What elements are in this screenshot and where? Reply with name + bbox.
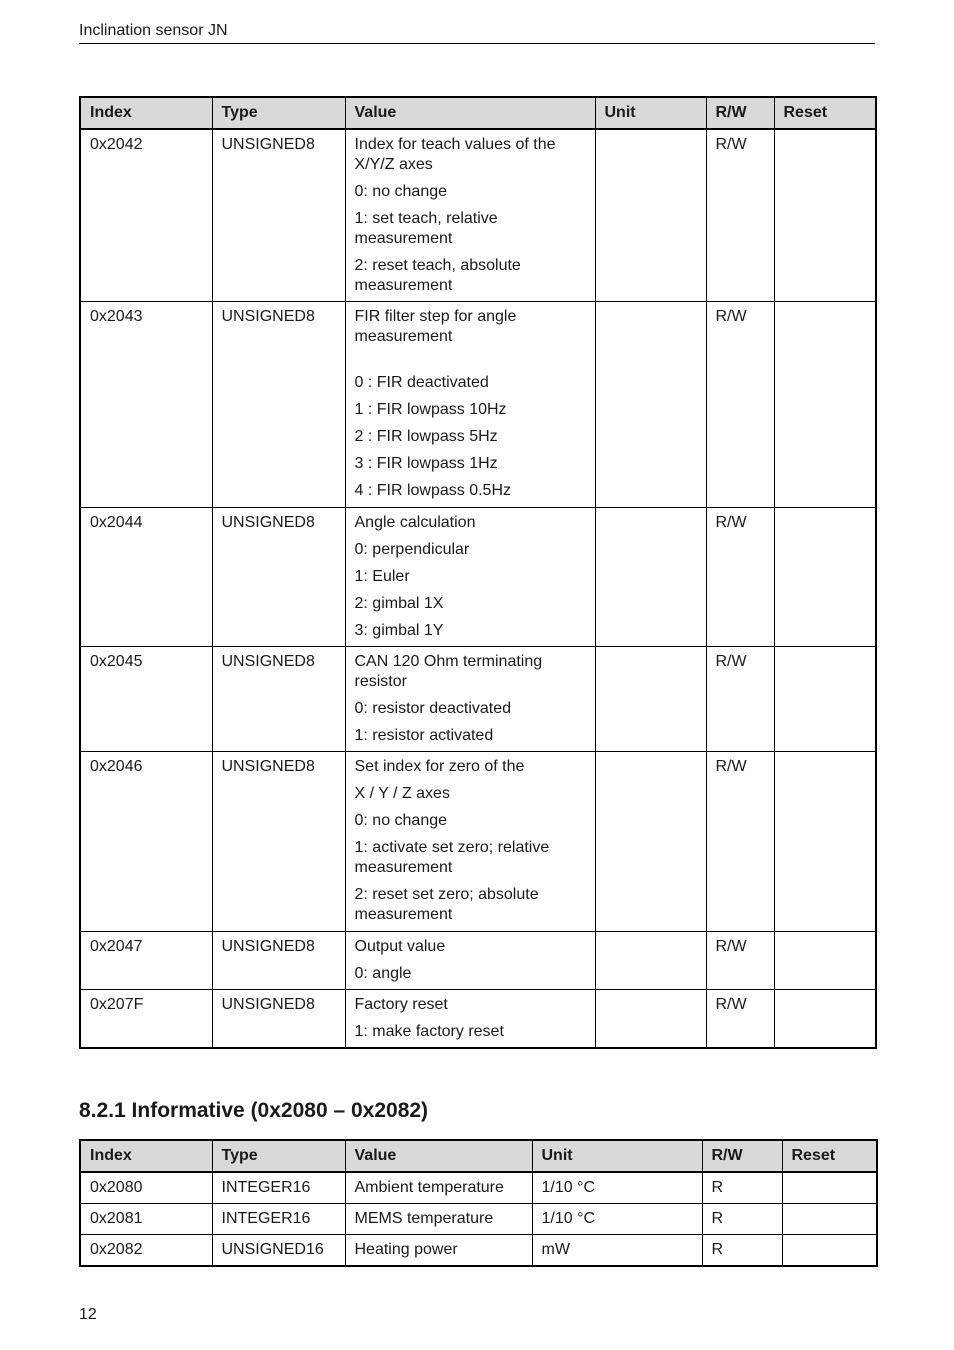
value-line: 2 : FIR lowpass 5Hz xyxy=(354,428,498,445)
cell-reset xyxy=(774,508,876,647)
value-line: 0: perpendicular xyxy=(354,541,470,558)
cell-unit xyxy=(595,932,706,990)
value-line: Set index for zero of the xyxy=(354,758,525,775)
value-line: 0 : FIR deactivated xyxy=(354,374,489,391)
value-line: 3 : FIR lowpass 1Hz xyxy=(354,455,498,472)
cell-type: UNSIGNED8 xyxy=(212,129,345,302)
cell-type: UNSIGNED8 xyxy=(212,647,345,752)
table-header-row xyxy=(80,1140,877,1172)
cell-unit: mW xyxy=(532,1235,702,1267)
column-header-index: Index xyxy=(80,97,212,129)
cell-type: UNSIGNED8 xyxy=(212,302,345,508)
table-row xyxy=(80,302,876,508)
table-header-row xyxy=(80,97,876,129)
cell-reset xyxy=(774,990,876,1049)
table-row xyxy=(80,1172,877,1204)
cell-type: INTEGER16 xyxy=(212,1204,345,1235)
column-header-unit: Unit xyxy=(532,1140,702,1172)
value-line: 0: resistor deactivated xyxy=(354,700,512,717)
page-number: 12 xyxy=(79,1306,97,1323)
cell-value xyxy=(345,647,595,752)
value-line: 1: resistor activated xyxy=(354,727,494,744)
value-line: FIR filter step for angle measurement xyxy=(354,308,517,345)
value-line: 0: no change xyxy=(354,183,448,200)
column-header-rw: R/W xyxy=(702,1140,782,1172)
cell-type: UNSIGNED8 xyxy=(212,990,345,1049)
cell-reset xyxy=(774,932,876,990)
value-line: 2: reset set zero; absolute measurement xyxy=(354,886,539,923)
cell-reset xyxy=(774,129,876,302)
cell-unit: 1/10 °C xyxy=(532,1204,702,1235)
table-row xyxy=(80,508,876,647)
cell-value: Ambient temperature xyxy=(345,1172,532,1204)
table-row xyxy=(80,932,876,990)
cell-index: 0x2082 xyxy=(80,1235,212,1267)
table-row xyxy=(80,1204,877,1235)
value-line: 1: activate set zero; relative measurement xyxy=(354,839,550,876)
cell-value xyxy=(345,508,595,647)
cell-unit: 1/10 °C xyxy=(532,1172,702,1204)
page-header xyxy=(79,21,875,44)
cell-rw: R/W xyxy=(706,647,774,752)
table-row xyxy=(80,1235,877,1267)
value-line: 2: reset teach, absolute measurement xyxy=(354,257,521,294)
column-header-value: Value xyxy=(345,97,595,129)
parameter-table xyxy=(79,96,877,1049)
informative-table xyxy=(79,1139,878,1267)
cell-value xyxy=(345,302,595,508)
value-line: Angle calculation xyxy=(354,514,476,531)
cell-index: 0x2046 xyxy=(80,752,212,932)
cell-value xyxy=(345,932,595,990)
cell-type: UNSIGNED8 xyxy=(212,508,345,647)
cell-rw: R/W xyxy=(706,990,774,1049)
cell-rw: R/W xyxy=(706,508,774,647)
cell-index: 0x2047 xyxy=(80,932,212,990)
column-header-type: Type xyxy=(212,1140,345,1172)
cell-rw: R xyxy=(702,1204,782,1235)
value-line: 1 : FIR lowpass 10Hz xyxy=(354,401,507,418)
value-line: Output value xyxy=(354,938,446,955)
column-header-unit: Unit xyxy=(595,97,706,129)
value-line: 1: Euler xyxy=(354,568,410,585)
cell-type: UNSIGNED16 xyxy=(212,1235,345,1267)
column-header-type: Type xyxy=(212,97,345,129)
cell-unit xyxy=(595,129,706,302)
value-line: 0: angle xyxy=(354,965,412,982)
cell-unit xyxy=(595,647,706,752)
cell-index: 0x207F xyxy=(80,990,212,1049)
cell-index: 0x2080 xyxy=(80,1172,212,1204)
cell-value xyxy=(345,129,595,302)
column-header-value: Value xyxy=(345,1140,532,1172)
column-header-rw: R/W xyxy=(706,97,774,129)
value-line: 0: no change xyxy=(354,812,448,829)
cell-rw: R/W xyxy=(706,932,774,990)
section-heading: 8.2.1 Informative (0x2080 – 0x2082) xyxy=(79,1099,429,1122)
cell-type: INTEGER16 xyxy=(212,1172,345,1204)
value-line: X / Y / Z axes xyxy=(354,785,450,802)
column-header-reset: Reset xyxy=(774,97,876,129)
cell-value: MEMS temperature xyxy=(345,1204,532,1235)
cell-value: Heating power xyxy=(345,1235,532,1267)
table-row xyxy=(80,129,876,302)
column-header-index: Index xyxy=(80,1140,212,1172)
value-line: 2: gimbal 1X xyxy=(354,595,444,612)
table-row xyxy=(80,990,876,1049)
value-line: 1: make factory reset xyxy=(354,1023,504,1040)
cell-reset xyxy=(782,1235,877,1267)
value-line: 3: gimbal 1Y xyxy=(354,622,444,639)
cell-reset xyxy=(782,1172,877,1204)
cell-rw: R xyxy=(702,1235,782,1267)
cell-index: 0x2042 xyxy=(80,129,212,302)
table-row xyxy=(80,647,876,752)
value-line: 1: set teach, relative measurement xyxy=(354,210,498,247)
cell-rw: R/W xyxy=(706,302,774,508)
value-line: CAN 120 Ohm terminating resistor xyxy=(354,653,543,690)
column-header-reset: Reset xyxy=(782,1140,877,1172)
cell-type: UNSIGNED8 xyxy=(212,932,345,990)
cell-index: 0x2043 xyxy=(80,302,212,508)
cell-value xyxy=(345,990,595,1049)
cell-index: 0x2044 xyxy=(80,508,212,647)
cell-reset xyxy=(782,1204,877,1235)
cell-unit xyxy=(595,752,706,932)
cell-type: UNSIGNED8 xyxy=(212,752,345,932)
table-row xyxy=(80,752,876,932)
cell-index: 0x2045 xyxy=(80,647,212,752)
cell-reset xyxy=(774,302,876,508)
cell-rw: R/W xyxy=(706,129,774,302)
value-line: Index for teach values of the X/Y/Z axes xyxy=(354,136,556,173)
value-line: 4 : FIR lowpass 0.5Hz xyxy=(354,482,511,499)
cell-value xyxy=(345,752,595,932)
cell-reset xyxy=(774,647,876,752)
cell-index: 0x2081 xyxy=(80,1204,212,1235)
cell-rw: R xyxy=(702,1172,782,1204)
value-line: Factory reset xyxy=(354,996,448,1013)
cell-unit xyxy=(595,990,706,1049)
cell-rw: R/W xyxy=(706,752,774,932)
cell-unit xyxy=(595,508,706,647)
cell-reset xyxy=(774,752,876,932)
cell-unit xyxy=(595,302,706,508)
document-title: Inclination sensor JN xyxy=(79,22,228,39)
